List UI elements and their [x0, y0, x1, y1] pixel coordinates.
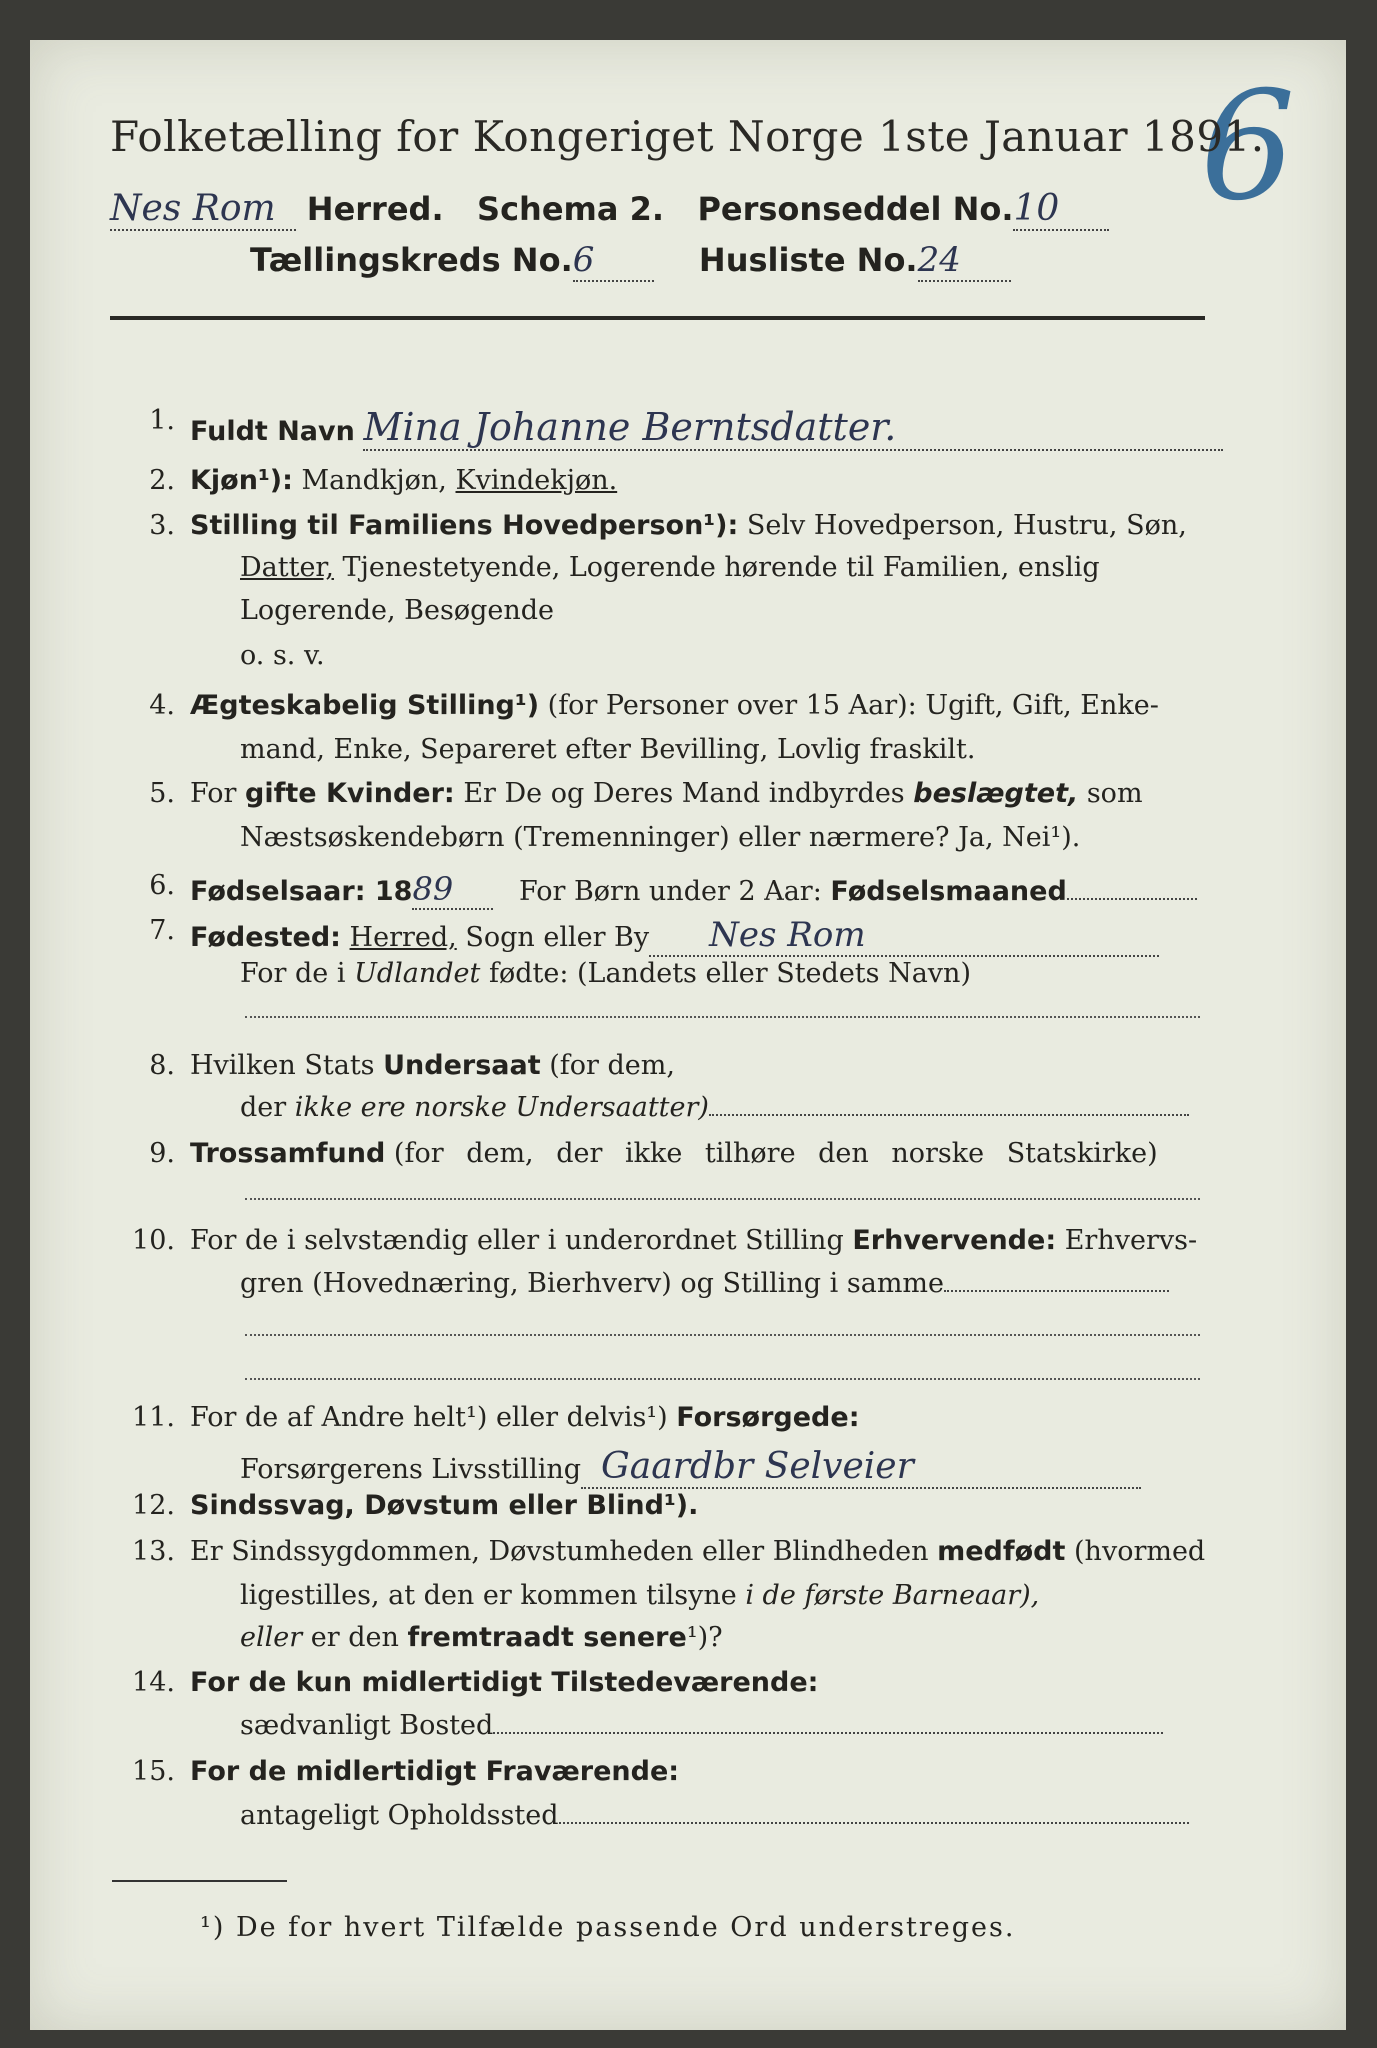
- field-label: Trossamfund: [190, 1138, 386, 1169]
- field-label: Fuldt Navn: [190, 416, 355, 447]
- field-text: Udlandet: [354, 958, 481, 989]
- field-text: Hvilken Stats: [190, 1050, 375, 1081]
- field-label: gifte Kvinder:: [245, 778, 455, 809]
- item-13-congenital: [190, 1536, 1205, 1567]
- field-label: Kjøn¹):: [190, 465, 293, 496]
- dotted-blank: [245, 1198, 1200, 1200]
- field-text: For de i selvstændig eller i underordnet Stilling: [190, 1225, 844, 1256]
- field-text: Forsørgerens Livsstilling: [240, 1454, 582, 1485]
- husliste-value: 24: [918, 240, 1011, 282]
- field-text: For de i: [240, 958, 346, 989]
- item-5-line-2: Næstsøskendebørn (Tremenninger) eller nærmere? Ja, Nei¹).: [240, 822, 1081, 853]
- field-label: Fødselsaar: 18: [190, 876, 413, 907]
- field-text: Sogn eller By: [465, 922, 650, 953]
- field-text: Tjenestetyende, Logerende hørende til Familien, enslig: [342, 552, 1100, 583]
- field-label: Erhvervende:: [852, 1225, 1057, 1256]
- option-female: Kvindekjøn.: [455, 465, 618, 496]
- herred-value: Nes Rom: [110, 188, 296, 231]
- field-label: Forsørgede:: [676, 1402, 860, 1433]
- item-number: 6.: [149, 870, 175, 901]
- item-number: 8.: [149, 1050, 175, 1081]
- residence-blank: [493, 1732, 1163, 1734]
- field-text: (hvormed: [1074, 1536, 1206, 1567]
- header-line-1: [110, 188, 1109, 231]
- dotted-blank: [245, 1334, 1200, 1336]
- header-rule: [110, 316, 1205, 320]
- field-text: (for dem,: [549, 1050, 675, 1081]
- item-number: 3.: [149, 510, 175, 541]
- item-7-line-2: [240, 958, 971, 989]
- birthplace-value: Nes Rom: [649, 915, 1159, 957]
- field-text: (for dem, der ikke tilhøre den norske Statskirke): [393, 1138, 1158, 1169]
- schema-label: Schema 2.: [477, 190, 665, 228]
- corner-number: 6: [1200, 60, 1296, 234]
- occupation-blank: [944, 1290, 1169, 1292]
- field-text: beslægtet,: [913, 778, 1079, 809]
- item-10-line-2: [240, 1268, 1169, 1299]
- form-title: Folketælling for Kongeriget Norge 1ste Januar 1891.: [110, 112, 1265, 161]
- item-5-married-women: [190, 778, 1143, 809]
- item-3-position: [190, 510, 1187, 541]
- field-label: medfødt: [937, 1536, 1066, 1567]
- item-number: 9.: [149, 1138, 175, 1169]
- item-3-line-4: o. s. v.: [240, 640, 325, 671]
- item-14-line-2: [240, 1710, 1163, 1741]
- item-9-religion: [190, 1138, 1158, 1169]
- item-13-line-3: [240, 1622, 723, 1653]
- header-line-2: [250, 240, 1011, 282]
- personseddel-label: Personseddel No.: [697, 190, 1014, 228]
- option-datter: Datter,: [240, 552, 334, 583]
- birth-year-value: 89: [412, 870, 493, 910]
- item-number: 10.: [132, 1225, 175, 1256]
- personseddel-value: 10: [1013, 188, 1109, 231]
- item-number: 2.: [149, 465, 175, 496]
- field-label: Fødested:: [190, 922, 341, 953]
- field-text: ligestilles, at den er kommen tilsyne: [240, 1580, 737, 1611]
- field-text: (for Personer over 15 Aar): Ugift, Gift, Enke-: [547, 690, 1159, 721]
- census-form-sheet: [30, 40, 1346, 2030]
- field-text: er den: [310, 1622, 399, 1653]
- item-number: 14.: [132, 1667, 175, 1698]
- item-number: 11.: [132, 1402, 175, 1433]
- field-text: Selv Hovedperson, Hustru, Søn,: [746, 510, 1187, 541]
- field-text: Erhvervs-: [1064, 1225, 1198, 1256]
- whereabouts-blank: [559, 1822, 1189, 1824]
- field-text: som: [1086, 778, 1143, 809]
- field-text: antageligt Opholdssted: [240, 1800, 559, 1831]
- footnote-rule: [112, 1880, 287, 1882]
- item-number: 1.: [149, 405, 175, 436]
- husliste-label: Husliste No.: [698, 241, 918, 279]
- item-2-gender: [190, 465, 617, 496]
- item-number: 4.: [149, 690, 175, 721]
- item-3-line-2: [240, 552, 1100, 583]
- field-text: ikke ere norske Undersaatter): [294, 1092, 709, 1123]
- field-text: For: [190, 778, 237, 809]
- item-number: 13.: [132, 1536, 175, 1567]
- field-text: ¹)?: [686, 1622, 723, 1653]
- item-11-line-2: [240, 1446, 1141, 1489]
- item-number: 12.: [132, 1490, 175, 1521]
- item-7-birthplace: [190, 915, 1159, 957]
- dotted-blank: [245, 1378, 1200, 1380]
- item-4-marital: [190, 690, 1159, 721]
- field-label: Fødselsmaaned: [830, 876, 1067, 907]
- item-1-full-name: [190, 405, 1223, 451]
- kreds-value: 6: [573, 240, 655, 282]
- item-15-line-2: [240, 1800, 1189, 1831]
- field-text: Er De og Deres Mand indbyrdes: [463, 778, 905, 809]
- field-text: Er Sindssygdommen, Døvstumheden eller Blindheden: [190, 1536, 929, 1567]
- field-text: gren (Hovednæring, Bierhverv) og Stilling i samme: [240, 1268, 945, 1299]
- item-number: 5.: [149, 778, 175, 809]
- field-text: der: [240, 1092, 287, 1123]
- footnote: ¹) De for hvert Tilfælde passende Ord understreges.: [200, 1912, 1016, 1943]
- provider-occupation-value: Gaardbr Selveier: [581, 1446, 1141, 1489]
- item-number: 15.: [132, 1756, 175, 1787]
- option-male: Mandkjøn,: [301, 465, 447, 496]
- item-14-temporary-present: For de kun midlertidigt Tilstedeværende:: [190, 1667, 819, 1698]
- field-text: For Børn under 2 Aar:: [518, 876, 822, 907]
- field-text: For de af Andre helt¹) eller delvis¹): [190, 1402, 668, 1433]
- dotted-blank: [245, 1016, 1200, 1018]
- field-label: fremtraadt senere: [407, 1622, 687, 1653]
- citizenship-blank: [709, 1114, 1189, 1116]
- option-herred: Herred,: [349, 922, 457, 953]
- full-name-value: Mina Johanne Berntsdatter.: [363, 405, 1223, 451]
- herred-label: Herred.: [306, 190, 444, 228]
- field-label: Ægteskabelig Stilling¹): [190, 690, 540, 721]
- item-6-birth-year: [190, 870, 1197, 910]
- field-text: fødte: (Landets eller Stedets Navn): [488, 958, 971, 989]
- item-10-occupation: [190, 1225, 1197, 1256]
- item-number: 7.: [149, 915, 175, 946]
- item-11-supported: [190, 1402, 860, 1433]
- kreds-label: Tællingskreds No.: [250, 241, 573, 279]
- item-3-line-3: Logerende, Besøgende: [240, 595, 554, 626]
- item-15-temporary-absent: For de midlertidigt Fraværende:: [190, 1756, 680, 1787]
- item-12-disability: Sindssvag, Døvstum eller Blind¹).: [190, 1490, 699, 1521]
- field-text: i de første Barneaar),: [745, 1580, 1040, 1611]
- item-8-line-2: [240, 1092, 1189, 1123]
- field-label: Undersaat: [383, 1050, 541, 1081]
- item-4-line-2: mand, Enke, Separeret efter Bevilling, Lovlig fraskilt.: [240, 734, 976, 765]
- field-text: eller: [240, 1622, 303, 1653]
- item-13-line-2: [240, 1580, 1039, 1611]
- birth-month-blank: [1067, 898, 1197, 900]
- field-label: Stilling til Familiens Hovedperson¹):: [190, 510, 739, 541]
- item-8-citizenship: [190, 1050, 675, 1081]
- field-text: sædvanligt Bosted: [240, 1710, 494, 1741]
